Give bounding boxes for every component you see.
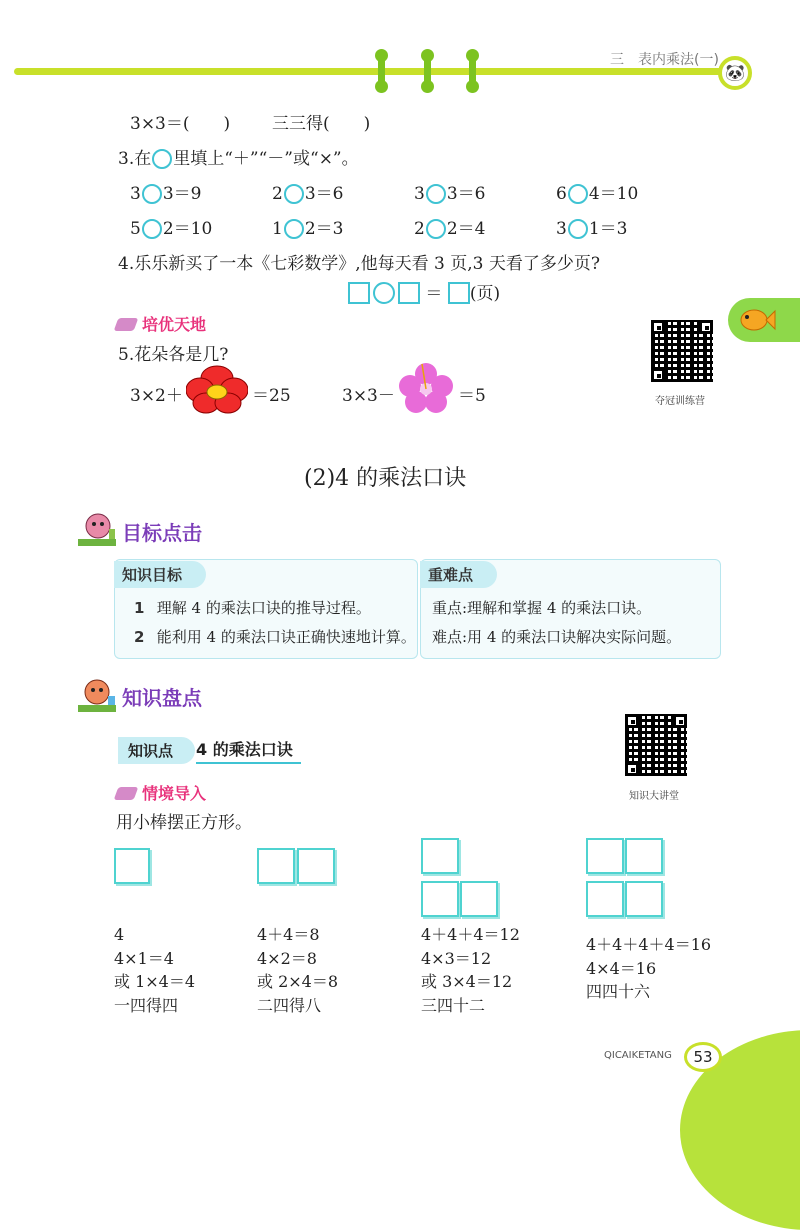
blank-circle[interactable] bbox=[142, 219, 162, 239]
fish-icon bbox=[736, 305, 776, 335]
stick-square bbox=[257, 848, 295, 884]
q3-item: 1 2＝3 bbox=[272, 219, 344, 239]
q5-left-text: 3×2＋ bbox=[130, 386, 183, 406]
blank-circle[interactable] bbox=[284, 184, 304, 204]
knowledge-point-tag: 知识点 bbox=[118, 737, 195, 764]
blank-circle[interactable] bbox=[152, 149, 172, 169]
qr-caption: 知识大讲堂 bbox=[629, 791, 679, 802]
blank-circle[interactable] bbox=[568, 219, 588, 239]
q3-item: 3 3＝9 bbox=[130, 184, 202, 204]
blank-square[interactable] bbox=[348, 282, 370, 304]
stick-square bbox=[625, 838, 663, 874]
panda-icon: 🐼 bbox=[718, 56, 752, 90]
knowledge-point-title: 4 的乘法口诀 bbox=[196, 737, 301, 764]
stick-square bbox=[421, 838, 459, 874]
qr-code[interactable] bbox=[625, 714, 687, 776]
prev-question-a: 3×3＝( ) bbox=[130, 114, 231, 134]
goal-item: 1 理解 4 的乘法口诀的推导过程。 bbox=[134, 599, 371, 617]
blank-circle[interactable] bbox=[373, 282, 395, 304]
chapter-title: 三 表内乘法(一) bbox=[610, 52, 719, 68]
key-point-item: 重点:理解和掌握 4 的乘法口诀。 bbox=[432, 599, 652, 617]
q3-item: 2 2＝4 bbox=[414, 219, 486, 239]
blank-circle[interactable] bbox=[284, 219, 304, 239]
goal-section-title: 目标点击 bbox=[122, 521, 202, 545]
stick-square bbox=[114, 848, 150, 884]
blank-circle[interactable] bbox=[568, 184, 588, 204]
pencil-eraser-icon bbox=[114, 318, 139, 331]
question-3-title: 3.在 里填上“＋”“－”或“×”。 bbox=[118, 149, 359, 169]
pink-flower-icon bbox=[398, 362, 454, 414]
q5-right-text: 3×3－ bbox=[342, 386, 395, 406]
qr-code[interactable] bbox=[651, 320, 713, 382]
key-points-label: 重难点 bbox=[420, 561, 497, 588]
key-point-item: 难点:用 4 的乘法口诀解决实际问题。 bbox=[432, 628, 682, 646]
page-number: 53 bbox=[684, 1042, 722, 1072]
qr-caption: 夺冠训练营 bbox=[655, 396, 705, 407]
red-flower-icon bbox=[186, 364, 248, 414]
stick-square bbox=[460, 881, 498, 917]
stick-square bbox=[625, 881, 663, 917]
header-peg bbox=[378, 51, 385, 91]
stick-square bbox=[297, 848, 335, 884]
q3-item: 5 2＝10 bbox=[130, 219, 213, 239]
goal-item: 2 能利用 4 的乘法口诀正确快速地计算。 bbox=[134, 628, 416, 646]
q3-item: 6 4＝10 bbox=[556, 184, 639, 204]
peiyou-tag: 培优天地 bbox=[116, 312, 206, 335]
q3-item: 3 1＝3 bbox=[556, 219, 628, 239]
column-2: 4＋4＝8 4×2＝8 或 2×4＝8 二四得八 bbox=[257, 925, 339, 1015]
column-3: 4＋4＋4＝12 4×3＝12 或 3×4＝12 三四十二 bbox=[421, 925, 520, 1015]
q3-item: 2 3＝6 bbox=[272, 184, 344, 204]
question-4-title: 4.乐乐新买了一本《七彩数学》,他每天看 3 页,3 天看了多少页? bbox=[118, 254, 600, 274]
side-tab bbox=[728, 298, 800, 342]
scene-text: 用小棒摆正方形。 bbox=[116, 813, 252, 833]
column-4: 4＋4＋4＋4＝16 4×4＝16 四四十六 bbox=[586, 935, 712, 1001]
prev-question-b: 三三得( ) bbox=[272, 114, 371, 134]
knowledge-goals-label: 知识目标 bbox=[114, 561, 206, 588]
stick-square bbox=[421, 881, 459, 917]
stick-square bbox=[586, 881, 624, 917]
q5-right-result: ＝5 bbox=[458, 386, 486, 406]
blank-square[interactable] bbox=[398, 282, 420, 304]
stick-square bbox=[586, 838, 624, 874]
q5-left-result: ＝25 bbox=[252, 386, 291, 406]
footer-brand: QICAIKETANG bbox=[604, 1050, 672, 1061]
q4-equation: ＝ (页) bbox=[348, 279, 500, 304]
pencil-eraser-icon bbox=[114, 787, 139, 800]
header-peg bbox=[469, 51, 476, 91]
blank-circle[interactable] bbox=[426, 184, 446, 204]
question-5-title: 5.花朵各是几? bbox=[118, 345, 229, 365]
blank-square[interactable] bbox=[448, 282, 470, 304]
lesson-title: (2)4 的乘法口诀 bbox=[304, 466, 467, 491]
header-peg bbox=[424, 51, 431, 91]
blank-circle[interactable] bbox=[426, 219, 446, 239]
mascot-icon bbox=[76, 509, 118, 549]
q3-item: 3 3＝6 bbox=[414, 184, 486, 204]
inventory-section-title: 知识盘点 bbox=[122, 686, 202, 710]
mascot-icon bbox=[76, 675, 118, 715]
blank-circle[interactable] bbox=[142, 184, 162, 204]
scene-tag: 情境导入 bbox=[116, 781, 206, 804]
column-1: 4 4×1＝4 或 1×4＝4 一四得四 bbox=[114, 925, 196, 1015]
